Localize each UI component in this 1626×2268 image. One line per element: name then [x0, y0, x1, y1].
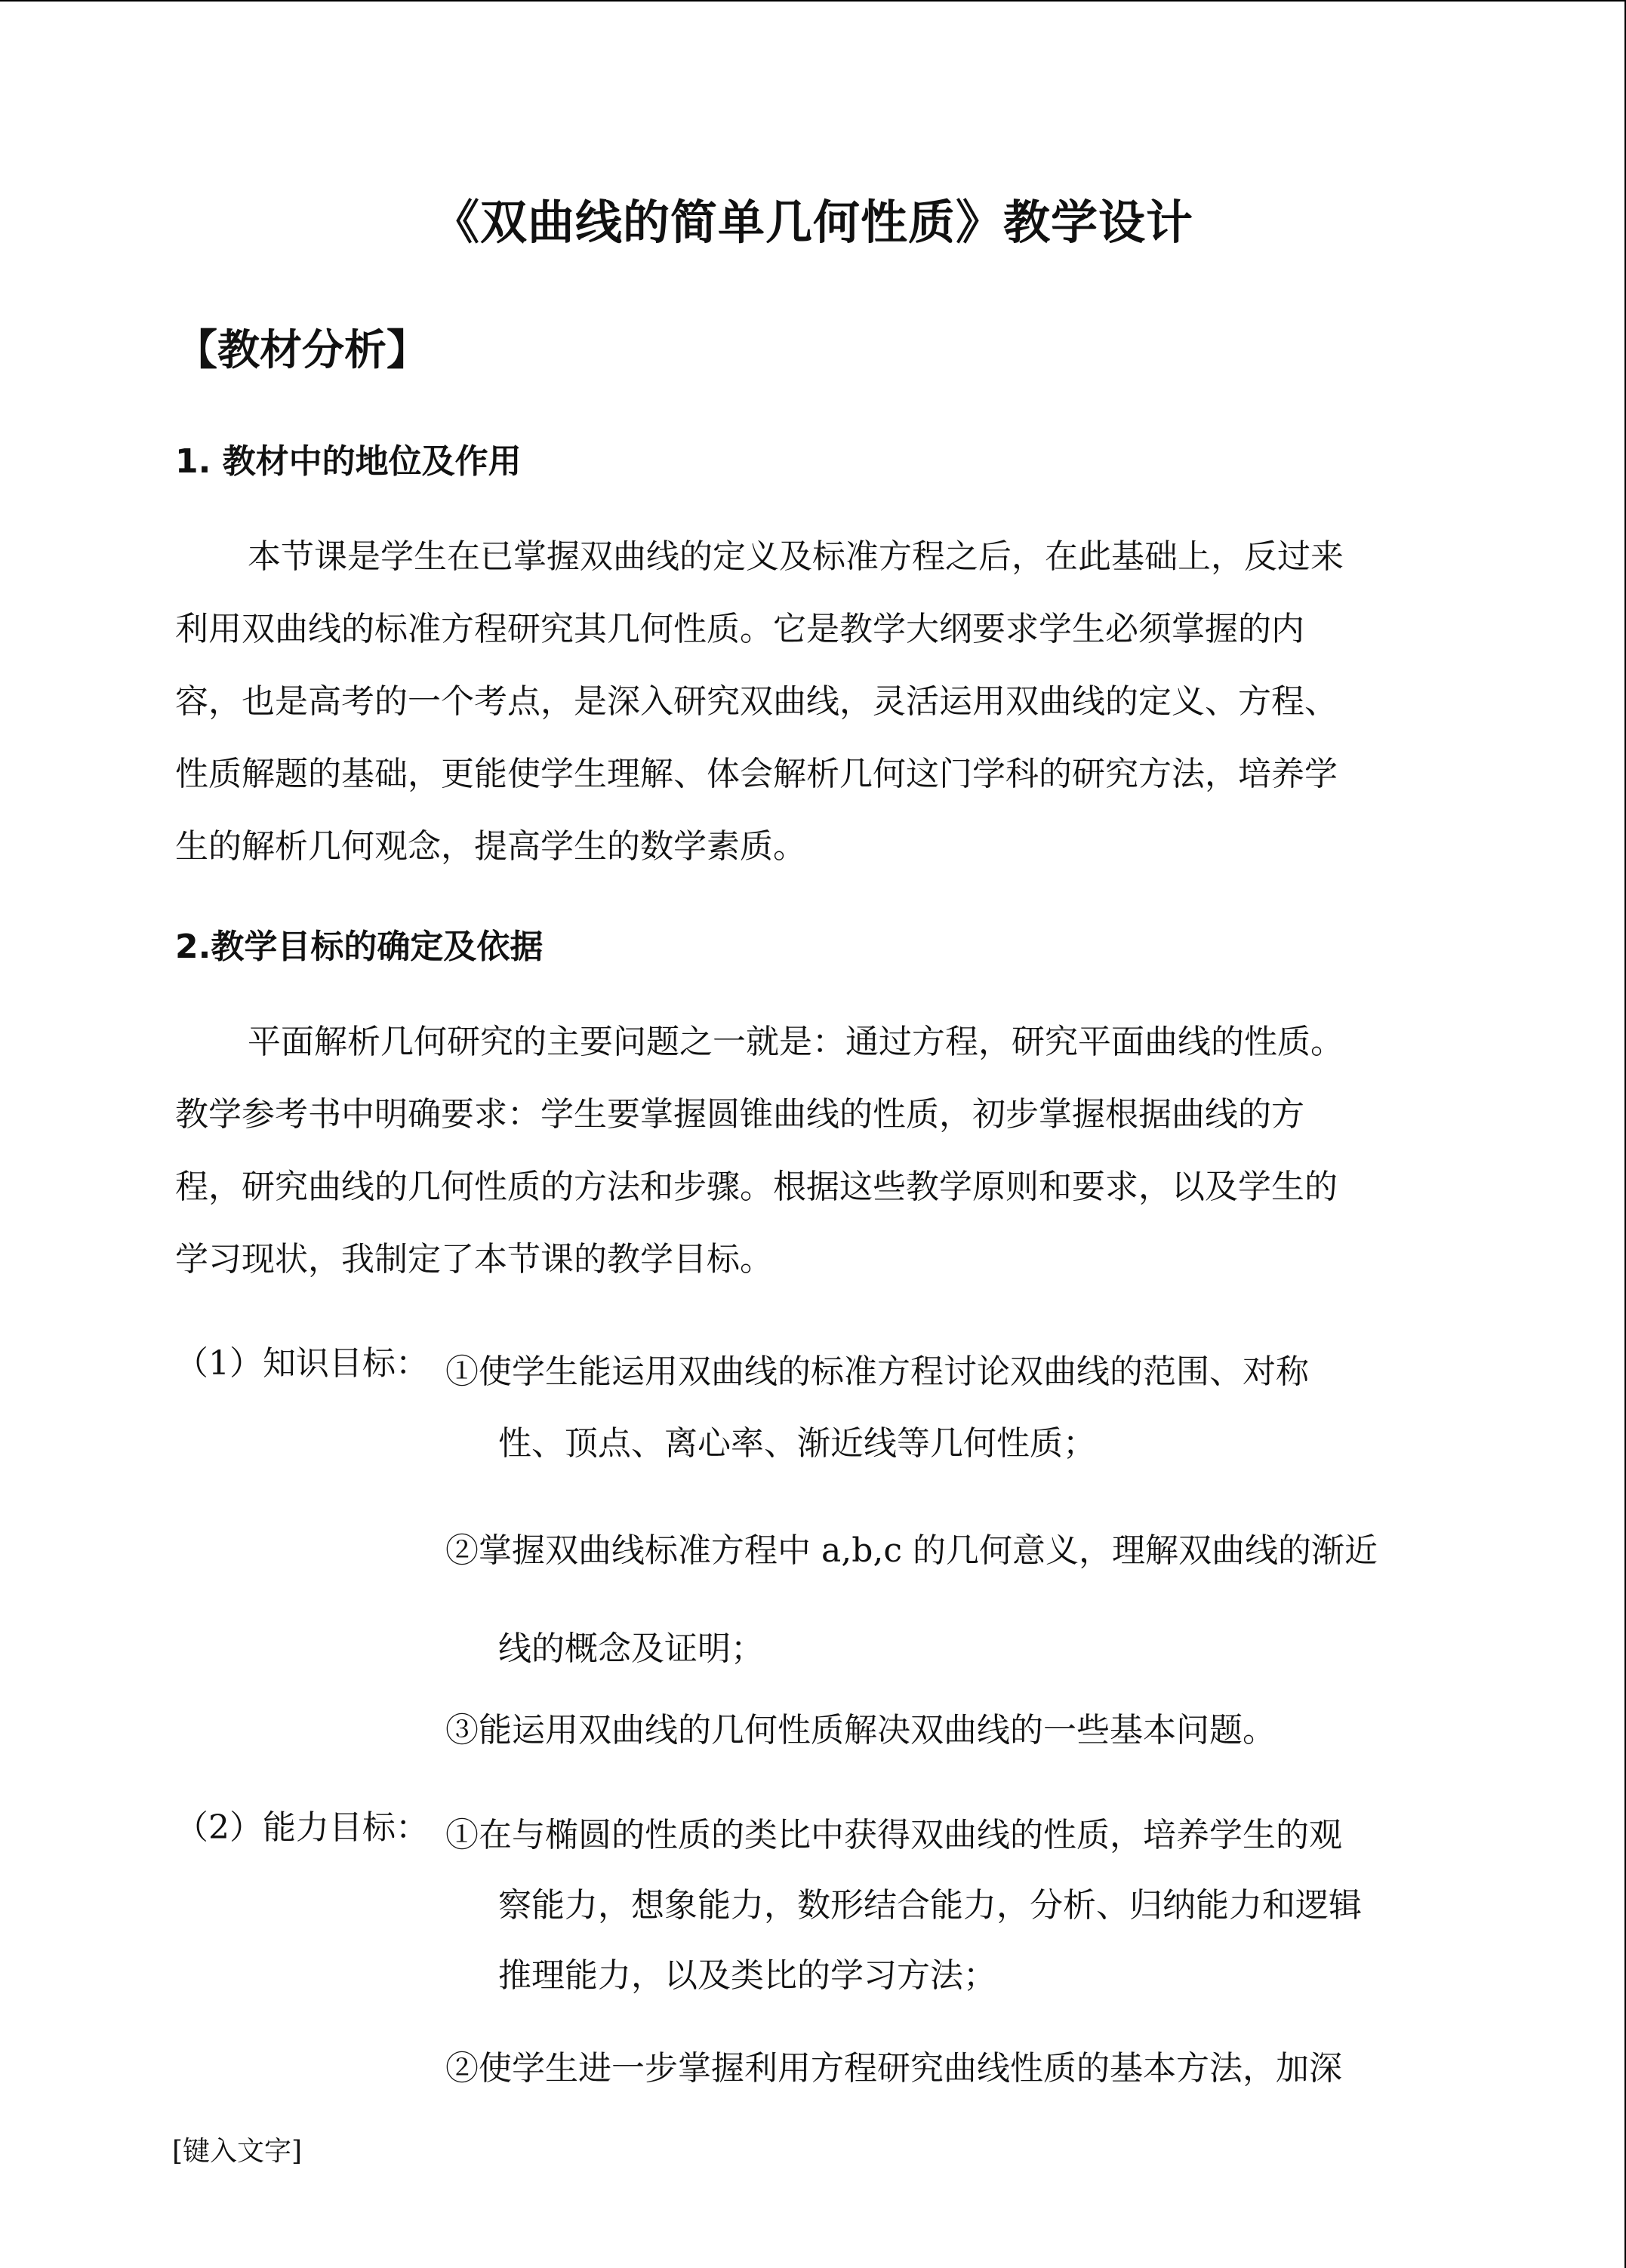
objective-line: 察能力，想象能力，数形结合能力，分析、归纳能力和逻辑 [498, 1886, 1362, 1925]
paragraph-2 [175, 1006, 1443, 1296]
objective-line: ①使学生能运用双曲线的标准方程讨论双曲线的范围、对称 [445, 1352, 1309, 1391]
document-title: 《双曲线的简单几何性质》教学设计 [432, 195, 1193, 250]
paragraph-line: 性质解题的基础，更能使学生理解、体会解析几何这门学科的研究方法，培养学 [175, 755, 1338, 793]
objective-line: 线的概念及证明； [498, 1629, 764, 1668]
subsection-heading-1: 1. 教材中的地位及作用 [175, 442, 522, 481]
ability-objective-2 [445, 2033, 1449, 2104]
paragraph-line: 程，研究曲线的几何性质的方法和步骤。根据这些教学原则和要求，以及学生的 [175, 1168, 1338, 1206]
objective-label-knowledge: （1）知识目标： [175, 1344, 429, 1383]
objective-label-ability: （2）能力目标： [175, 1808, 429, 1847]
paragraph-line: 容，也是高考的一个考点，是深入研究双曲线，灵活运用双曲线的定义、方程、 [175, 682, 1338, 721]
objective-line: ②使学生进一步掌握利用方程研究曲线性质的基本方法，加深 [445, 2049, 1342, 2088]
knowledge-objective-2 [445, 1502, 1449, 1698]
paragraph-line: 利用双曲线的标准方程研究其几何性质。它是教学大纲要求学生必须掌握的内 [175, 610, 1304, 648]
knowledge-objective-1 [445, 1336, 1449, 1479]
paragraph-line: 教学参考书中明确要求：学生要掌握圆锥曲线的性质，初步掌握根据曲线的方 [175, 1095, 1304, 1134]
knowledge-objective-3 [445, 1694, 1449, 1766]
objective-line: 推理能力，以及类比的学习方法； [498, 1956, 996, 1995]
section-heading: 【教材分析】 [175, 326, 429, 375]
paragraph-line: 学习现状，我制定了本节课的教学目标。 [175, 1240, 773, 1279]
paragraph-line: 平面解析几何研究的主要问题之一就是：通过方程，研究平面曲线的性质。 [248, 1023, 1344, 1061]
objective-line: ③能运用双曲线的几何性质解决双曲线的一些基本问题。 [445, 1711, 1276, 1749]
paragraph-line: 本节课是学生在已掌握双曲线的定义及标准方程之后，在此基础上，反过来 [248, 537, 1344, 576]
subsection-heading-2: 2.教学目标的确定及依据 [175, 928, 544, 966]
footer-placeholder[interactable]: [键入文字] [172, 2136, 303, 2167]
ability-objective-1 [445, 1800, 1449, 2011]
objective-line: ②掌握双曲线标准方程中 a,b,c 的几何意义，理解双曲线的渐近 [445, 1531, 1378, 1570]
objective-line: ①在与椭圆的性质的类比中获得双曲线的性质，培养学生的观 [445, 1816, 1342, 1854]
objective-line: 性、顶点、离心率、渐近线等几何性质； [498, 1424, 1096, 1463]
paragraph-1 [175, 521, 1443, 883]
paragraph-line: 生的解析几何观念，提高学生的数学素质。 [175, 827, 806, 866]
